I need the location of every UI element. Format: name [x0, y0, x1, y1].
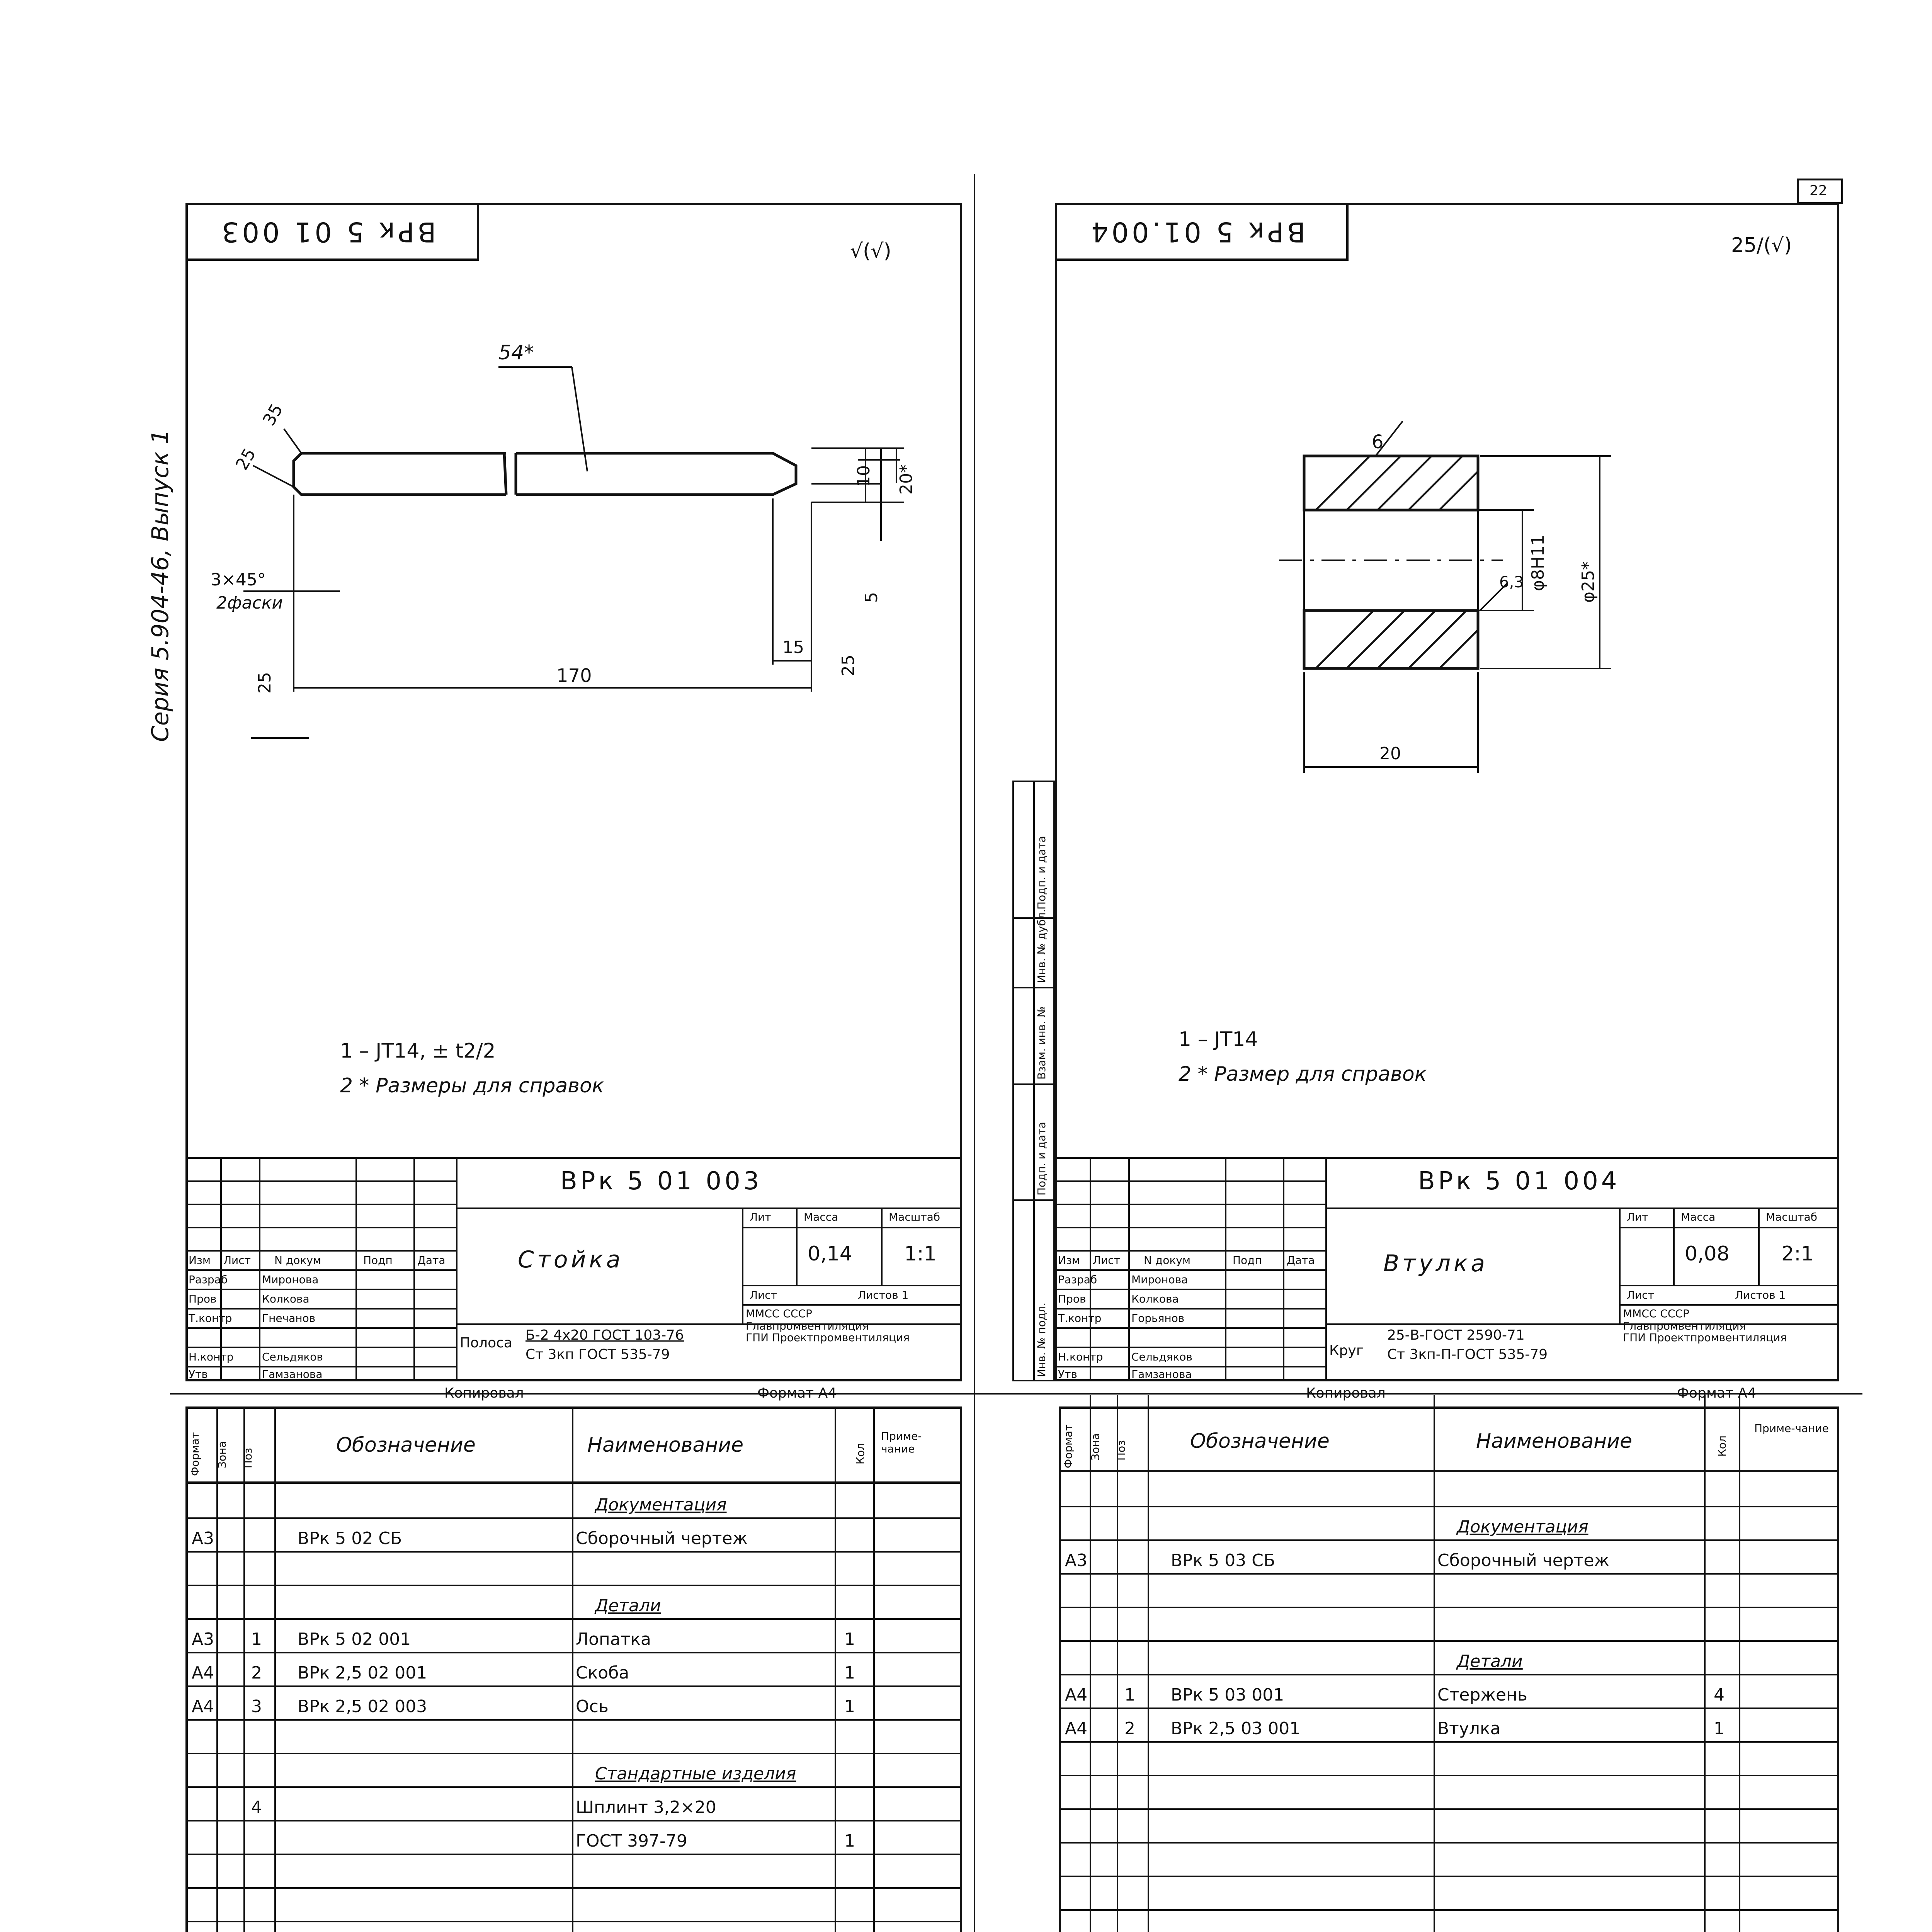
sheet2-stamp-text: ВРк 5 01.004 [1088, 216, 1306, 248]
sheet4-spec-header: Формат Зона Поз Обозначение Наименование Кол Приме-чание [1059, 1406, 1839, 1472]
series-label: Серия 5.904-46, Выпуск 1 [147, 429, 174, 742]
spec-cell: ВРк 2,5 02 001 [298, 1663, 427, 1683]
spec-cell: А4 [1065, 1719, 1088, 1738]
spec-cell: Стандартные изделия [595, 1764, 796, 1784]
spec-row-line [185, 1921, 962, 1922]
sheet4-spec-table [1059, 1472, 1839, 1932]
spec-cell: А3 [192, 1529, 214, 1548]
svg-text:6,3: 6,3 [1499, 573, 1524, 591]
spec-cell: А4 [192, 1663, 214, 1683]
spec-cell: Ось [576, 1697, 609, 1716]
sheet1-roughness: √(√) [850, 240, 891, 263]
spec-cell: 1 [844, 1663, 855, 1683]
spec-cell: 2 [1124, 1719, 1135, 1738]
spec-column-line [1117, 1395, 1118, 1932]
break-line [504, 453, 506, 495]
spec-row-line [1059, 1842, 1839, 1844]
spec-row-line [1059, 1808, 1839, 1810]
spec-cell: ВРк 2,5 02 003 [298, 1697, 427, 1716]
spec-column-line [1434, 1395, 1435, 1932]
spec-row-line [1059, 1539, 1839, 1541]
sheet2-note-2: 2 * Размер для справок [1179, 1063, 1427, 1086]
spec-column-line [274, 1406, 276, 1932]
spec-cell: 1 [844, 1831, 855, 1851]
dim-54: 54* [498, 341, 534, 364]
spec-cell: Втулка [1437, 1719, 1501, 1738]
spec-cell: А4 [192, 1697, 214, 1716]
svg-text:φ25*: φ25* [1578, 561, 1598, 603]
sheet1-code: ВРк 5 01 003 [560, 1167, 762, 1196]
sheet2-code: ВРк 5 01 004 [1418, 1167, 1620, 1196]
spec-cell: Сборочный чертеж [576, 1529, 748, 1548]
spec-row-line [185, 1753, 962, 1754]
dim-25a: 25 [232, 445, 260, 474]
spec-row-line [185, 1685, 962, 1687]
spec-column-line [1090, 1395, 1091, 1932]
spec-cell: ВРк 5 03 001 [1171, 1685, 1284, 1705]
spec-row-line [1059, 1909, 1839, 1911]
spec-cell: 3 [251, 1697, 262, 1716]
spec-cell: 1 [1714, 1719, 1725, 1738]
spec-column-line [1148, 1395, 1149, 1932]
spec-row-line [185, 1820, 962, 1821]
sheet1-name: Стойка [518, 1246, 624, 1273]
spec-row-line [185, 1551, 962, 1553]
spec-row-line [1059, 1708, 1839, 1709]
spec-cell: Детали [1457, 1651, 1523, 1671]
spec-column-line [1739, 1395, 1740, 1932]
dim-25b: 25 [255, 672, 275, 694]
spec-column-line [243, 1406, 245, 1932]
spec-row-line [1059, 1573, 1839, 1575]
spec-row-line [185, 1517, 962, 1519]
dim-chamfer2: 2фаски [216, 593, 283, 613]
sheet2-stamp [1055, 203, 1349, 261]
dim-5: 5 [862, 592, 881, 603]
spec-cell: Скоба [576, 1663, 629, 1683]
sheet3-spec-header: Формат Зона Поз Обозначение Наименование Кол Приме-чание [185, 1406, 962, 1484]
spec-cell: А3 [192, 1629, 214, 1649]
spec-cell: 1 [251, 1629, 262, 1649]
spec-cell: 4 [251, 1798, 262, 1817]
spec-cell: Документация [1457, 1517, 1588, 1537]
sheet1-note-1: 1 – ЈТ14, ± t2/2 [340, 1039, 496, 1063]
sheet2-roughness: 25/(√) [1731, 234, 1792, 257]
dim-chamfer: 3×45° [211, 570, 266, 590]
page-number: 22 [1810, 183, 1827, 199]
spec-row-line [185, 1887, 962, 1889]
stoika-outline-right [516, 453, 796, 495]
spec-row-line [185, 1618, 962, 1620]
spec-cell: ВРк 2,5 03 001 [1171, 1719, 1301, 1738]
dim-10: 10 [854, 465, 874, 487]
spec-column-line [216, 1406, 218, 1932]
spec-cell: Лопатка [576, 1629, 651, 1649]
sheet2-name: Втулка [1383, 1250, 1488, 1277]
spec-cell: Стержень [1437, 1685, 1527, 1705]
sheet1-stamp-text: ВРк 5 01 003 [219, 216, 436, 248]
spec-row-line [185, 1854, 962, 1855]
spec-cell: А4 [1065, 1685, 1088, 1705]
spec-row-line [1059, 1640, 1839, 1642]
dim-170: 170 [556, 665, 592, 687]
dim-25c: 25 [838, 655, 858, 676]
sheet2-title-block: Изм Лист N докум Подп Дата Разраб Пров Т.контр Н.контр Утв Миронова Колкова Горьянов Сельдяков Гамзанова ВРк 5 01 004 Втулка Лит Масса Масштаб 0,08 2:1 Лист Листов 1 ММСС СССР Главпромвентиляция ГПИ Проектпромвентиляция Круг 25-В-ГОСТ 2590-71 Ст 3кп-П-ГОСТ 535-79 [1055, 1157, 1839, 1381]
sheet1-stamp [185, 203, 479, 261]
spec-cell: А3 [1065, 1551, 1088, 1570]
spec-row-line [1059, 1775, 1839, 1776]
spec-cell: ГОСТ 397-79 [576, 1831, 687, 1851]
sheet3-spec-table [185, 1484, 962, 1932]
svg-text:6: 6 [1372, 431, 1384, 453]
spec-row-line [185, 1719, 962, 1721]
spec-row-line [185, 1585, 962, 1586]
spec-row-line [1059, 1506, 1839, 1507]
spec-cell: 1 [844, 1697, 855, 1716]
spec-cell: Документация [595, 1495, 727, 1515]
spec-column-line [873, 1406, 875, 1932]
spec-cell: Шплинт 3,2×20 [576, 1798, 716, 1817]
spec-cell: ВРк 5 02 СБ [298, 1529, 402, 1548]
dim-35: 35 [259, 400, 287, 429]
sheet2-margin-strip: Подп. и дата Инв. № дубл. Взам. инв. № Подп. и дата Инв. № подл. [1012, 781, 1055, 1381]
spec-cell: ВРк 5 02 001 [298, 1629, 411, 1649]
svg-text:φ8H11: φ8H11 [1528, 534, 1548, 591]
vertical-divider [974, 174, 975, 1932]
spec-column-line [835, 1406, 836, 1932]
spec-cell: 1 [1124, 1685, 1135, 1705]
spec-cell: Детали [595, 1596, 661, 1616]
sheet1-title-block: Изм Лист N докум Подп Дата Разраб Пров Т.контр Н.контр Утв Миронова Колкова Гнечанов Сельдяков Гамзанова ВРк 5 01 003 Стойка Лит Масса Масштаб 0,14 1:1 Лист Листов 1 ММСС СССР Главпромвентиляция ГПИ Проектпромвентиляция Полоса Б-2 4х20 ГОСТ 103-76 Ст 3кп ГОСТ 535-79 [185, 1157, 962, 1381]
page-number-box [1797, 179, 1843, 204]
dim-20: 20* [896, 464, 916, 495]
spec-column-line [572, 1406, 573, 1932]
sheet2-part-drawing [1055, 406, 1839, 773]
horizontal-divider [170, 1393, 1862, 1395]
spec-row-line [185, 1786, 962, 1788]
dim-15: 15 [782, 638, 804, 657]
spec-row-line [1059, 1674, 1839, 1675]
stoika-outline-left [294, 453, 506, 495]
spec-row-line [1059, 1741, 1839, 1743]
spec-cell: 2 [251, 1663, 262, 1683]
spec-cell: 1 [844, 1629, 855, 1649]
sheet1-note-2: 2 * Размеры для справок [340, 1074, 604, 1097]
sheet2-note-1: 1 – ЈТ14 [1179, 1028, 1258, 1051]
spec-cell: Сборочный чертеж [1437, 1551, 1610, 1570]
spec-row-line [1059, 1876, 1839, 1877]
svg-text:20: 20 [1379, 744, 1401, 764]
spec-row-line [1059, 1607, 1839, 1608]
sheet1-part-drawing [185, 332, 962, 742]
spec-cell: ВРк 5 03 СБ [1171, 1551, 1276, 1570]
spec-column-line [1704, 1395, 1706, 1932]
spec-cell: 4 [1714, 1685, 1725, 1705]
spec-row-line [185, 1652, 962, 1653]
